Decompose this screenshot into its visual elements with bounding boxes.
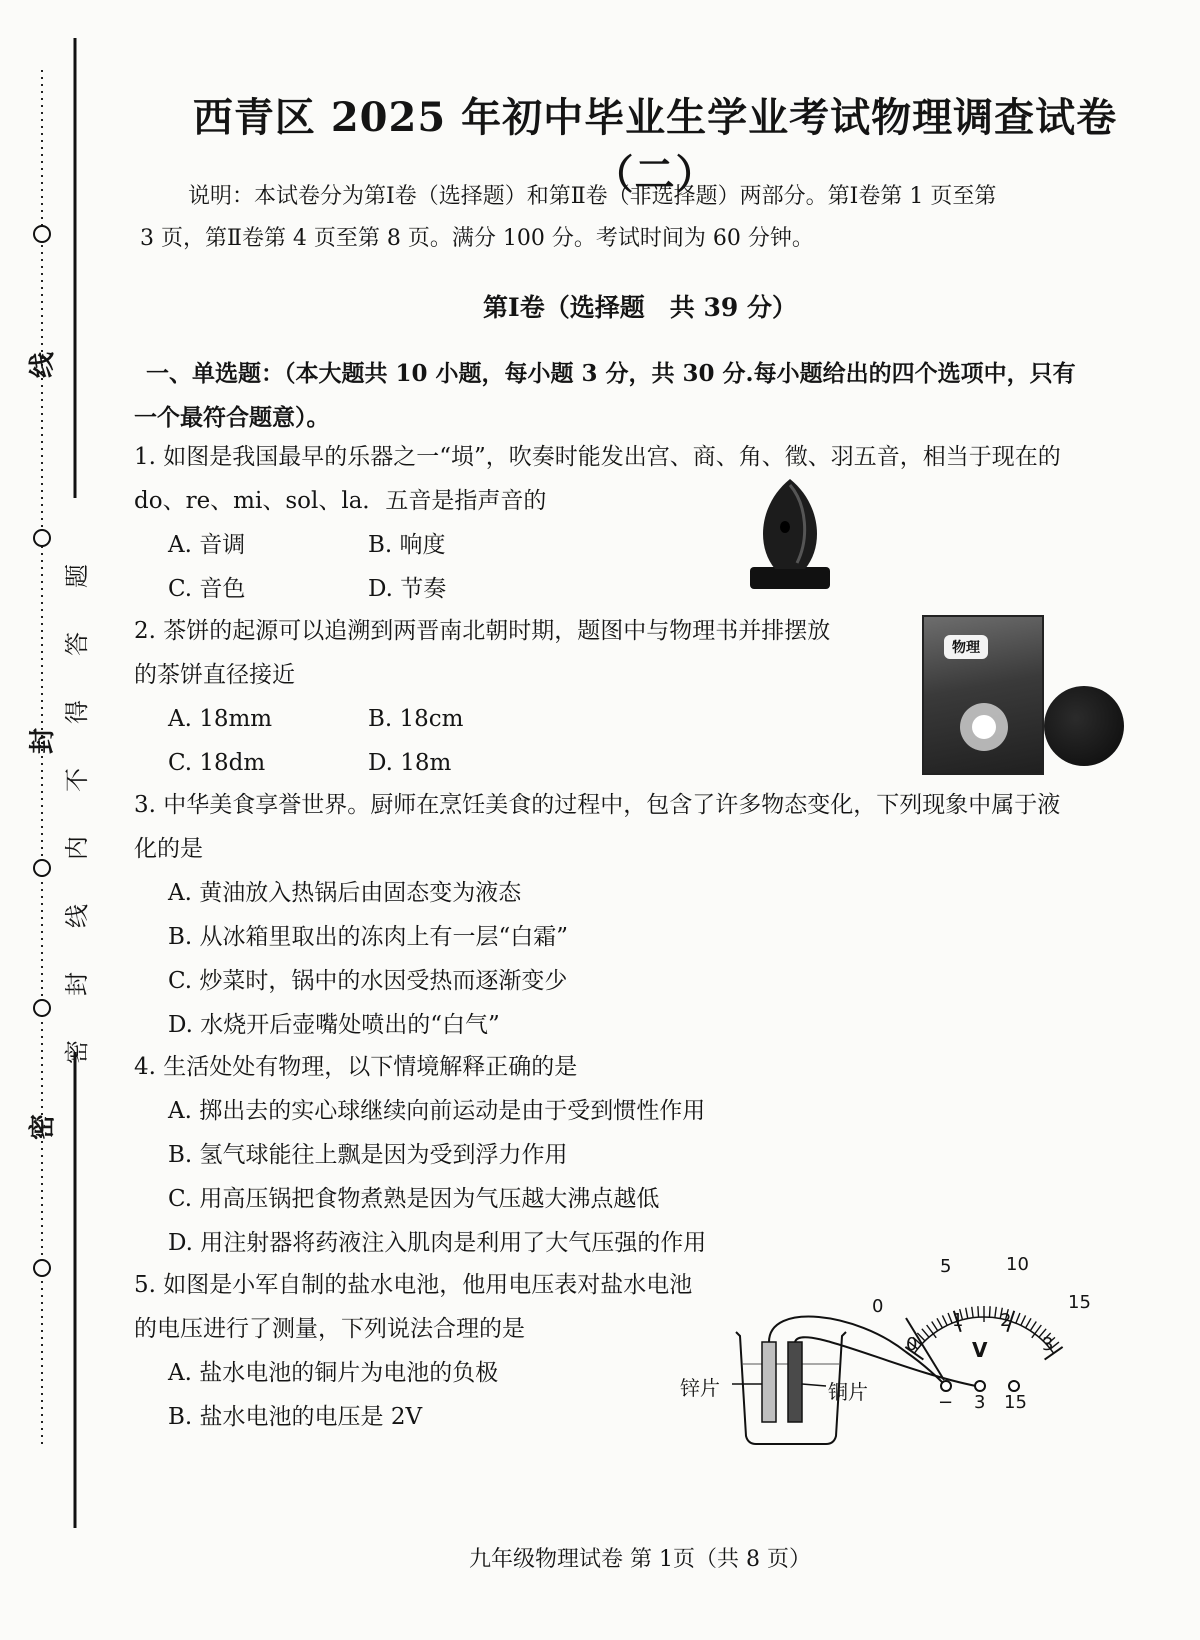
q1-option-d[interactable]: D. 节奏 xyxy=(368,576,447,602)
q3-stem-line-2: 化的是 xyxy=(134,836,203,862)
page-footer: 九年级物理试卷 第 1页（共 8 页） xyxy=(469,1547,811,1572)
scale-tick xyxy=(966,1308,968,1319)
binding-lines xyxy=(0,0,120,1640)
copper-plate xyxy=(788,1342,802,1422)
q2-option-c[interactable]: C. 18dm xyxy=(168,750,266,776)
q3-option-b[interactable]: B. 从冰箱里取出的冻肉上有一层“白霜” xyxy=(168,924,569,950)
scale-tick xyxy=(942,1315,947,1325)
scale-lower-3: 3 xyxy=(1042,1334,1054,1355)
scale-tick xyxy=(1030,1321,1036,1330)
q2-stem-line-2: 的茶饼直径接近 xyxy=(134,662,295,688)
q5-stem-line-1: 5. 如图是小军自制的盐水电池，他用电压表对盐水电池 xyxy=(134,1272,693,1298)
q4-option-d[interactable]: D. 用注射器将药液注入肌肉是利用了大气压强的作用 xyxy=(168,1230,707,1256)
binding-char-feng: 封 xyxy=(28,727,59,755)
scale-tick xyxy=(978,1306,979,1317)
page-title: 西青区 2025 年初中毕业生学业考试物理调查试卷（二） xyxy=(192,94,1118,198)
battery-voltmeter-figure xyxy=(676,1252,1120,1452)
scale-lower-1: 1 xyxy=(952,1310,964,1331)
scale-tick xyxy=(1016,1313,1020,1323)
terminal-3 xyxy=(975,1381,985,1391)
scale-tick xyxy=(1026,1318,1031,1328)
binding-warning xyxy=(63,540,91,1084)
scale-tick xyxy=(989,1306,990,1317)
q5-stem-line-2: 的电压进行了测量，下列说法合理的是 xyxy=(134,1316,525,1342)
scale-tick xyxy=(1021,1315,1026,1325)
terminal-label-3: 3 xyxy=(974,1392,986,1413)
zinc-label: 锌片 xyxy=(680,1376,720,1400)
scale-tick xyxy=(922,1329,929,1337)
terminal-label-negative: − xyxy=(938,1392,954,1413)
q1-option-b[interactable]: B. 响度 xyxy=(368,532,446,558)
scale-upper-5: 5 xyxy=(940,1256,952,1277)
scale-tick xyxy=(972,1307,973,1318)
q4-option-c[interactable]: C. 用高压锅把食物煮熟是因为气压越大沸点越低 xyxy=(168,1186,660,1212)
book-cover-label: 物理 xyxy=(944,635,988,659)
binding-warning-char: 不 xyxy=(63,768,91,792)
scale-upper-0: 0 xyxy=(872,1296,884,1317)
binding-char-xian: 线 xyxy=(28,351,59,379)
book-cover-art xyxy=(924,617,1042,773)
instructions-line-2: 3 页，第Ⅱ卷第 4 页至第 8 页。满分 100 分。考试时间为 60 分钟。 xyxy=(140,226,814,251)
scale-lower-2: 2 xyxy=(1000,1310,1012,1331)
scale-tick xyxy=(932,1321,938,1330)
part1-heading-line-2: 一个最符合题意）。 xyxy=(134,404,330,431)
scale-tick xyxy=(937,1318,942,1328)
binding-warning-char: 封 xyxy=(63,972,91,996)
binding-warning-char: 线 xyxy=(63,904,91,928)
binding-char-mi: 密 xyxy=(28,1113,59,1141)
instructions xyxy=(140,176,1140,260)
binding-warning-char: 答 xyxy=(63,632,91,656)
scale-upper-10: 10 xyxy=(1006,1254,1029,1275)
q1-stem-line-1: 1. 如图是我国最早的乐器之一“埙”，吹奏时能发出宫、商、角、徵、羽五音，相当于现在的 xyxy=(134,444,1061,470)
terminal-15 xyxy=(1009,1381,1019,1391)
q2-stem-line-1: 2. 茶饼的起源可以追溯到两晋南北朝时期，题图中与物理书并排摆放 xyxy=(134,618,831,644)
zinc-plate xyxy=(762,1342,776,1422)
instructions-line-1: 说明：本试卷分为第Ⅰ卷（选择题）和第Ⅱ卷（非选择题）两部分。第Ⅰ卷第 1 页至第 xyxy=(188,184,997,209)
binding-warning-char: 内 xyxy=(63,836,91,860)
section-title: 第Ⅰ卷（选择题 共 39 分） xyxy=(483,293,797,322)
copper-label: 铜片 xyxy=(828,1380,868,1404)
q2-option-a[interactable]: A. 18mm xyxy=(168,706,273,732)
q5-option-b[interactable]: B. 盐水电池的电压是 2V xyxy=(168,1404,423,1430)
terminal-label-15: 15 xyxy=(1004,1392,1027,1413)
q3-stem-line-1: 3. 中华美食享誉世界。厨师在烹饪美食的过程中，包含了许多物态变化，下列现象中属于液 xyxy=(134,792,1061,818)
part1-heading-line-1: 一、单选题：（本大题共 10 小题，每小题 3 分，共 30 分.每小题给出的四个选项中，只有 xyxy=(146,360,1076,387)
physics-book-image xyxy=(922,615,1044,775)
q4-stem: 4. 生活处处有物理，以下情境解释正确的是 xyxy=(134,1054,578,1080)
scale-tick xyxy=(995,1307,996,1318)
binding-margin xyxy=(0,0,120,1640)
q1-option-a[interactable]: A. 音调 xyxy=(168,532,246,558)
binding-warning-char: 题 xyxy=(63,564,91,588)
q3-option-a[interactable]: A. 黄油放入热锅后由固态变为液态 xyxy=(168,880,522,906)
terminal-negative xyxy=(941,1381,951,1391)
q2-option-d[interactable]: D. 18m xyxy=(368,750,452,776)
q1-option-c[interactable]: C. 音色 xyxy=(168,576,246,602)
q4-option-b[interactable]: B. 氢气球能往上飘是因为受到浮力作用 xyxy=(168,1142,568,1168)
q3-option-d[interactable]: D. 水烧开后壶嘴处喷出的“白气” xyxy=(168,1012,500,1038)
tea-cake-image xyxy=(1044,686,1124,766)
binding-warning-char: 密 xyxy=(63,1040,91,1064)
xun-instrument-image xyxy=(745,475,835,591)
binding-warning-char: 得 xyxy=(63,700,91,724)
voltmeter-symbol: V xyxy=(972,1338,988,1362)
q2-option-b[interactable]: B. 18cm xyxy=(368,706,464,732)
scale-lower-0: 0 xyxy=(906,1334,918,1355)
q1-stem-line-2: do、re、mi、sol、la．五音是指声音的 xyxy=(134,488,547,514)
q3-option-c[interactable]: C. 炒菜时，锅中的水因受热而逐渐变少 xyxy=(168,968,568,994)
scale-upper-15: 15 xyxy=(1068,1292,1091,1313)
q4-option-a[interactable]: A. 掷出去的实心球继续向前运动是由于受到惯性作用 xyxy=(168,1098,706,1124)
q5-option-a[interactable]: A. 盐水电池的铜片为电池的负极 xyxy=(168,1360,499,1386)
